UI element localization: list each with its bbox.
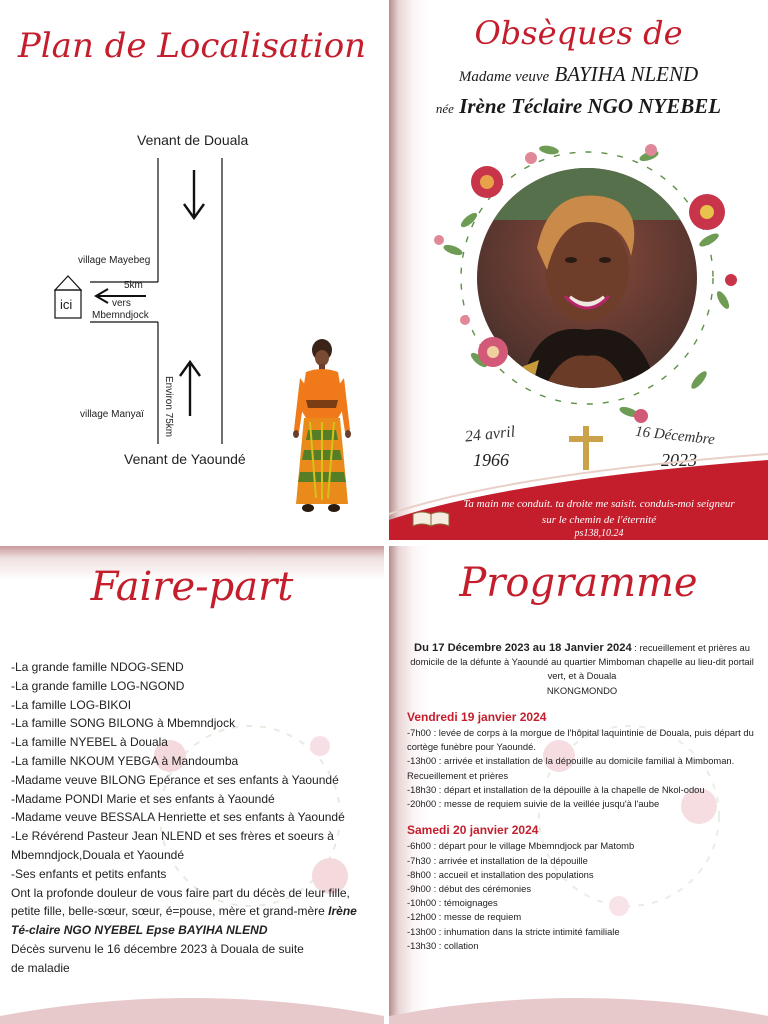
schedule-item: Recueillement et prières xyxy=(407,769,509,781)
obituary-title: Obsèques de xyxy=(474,14,683,52)
announcement-name: Irène Té-claire NGO NYEBEL Epse BAYIHA NLEND xyxy=(11,904,357,938)
birth-year: 1966 xyxy=(473,450,509,470)
intro-dates: Du 17 Décembre 2023 au 18 Janvier 2024 xyxy=(414,642,632,654)
from-yaounde-label: Venant de Yaoundé xyxy=(124,451,246,467)
family-item: -La famille NKOUM YEBGA à Mandoumba xyxy=(11,753,239,768)
schedule-item: -7h00 : levée de corps à la morgue de l'hôpital laquintinie de Douala, puis départ du cortège funèbre pour Yaoundé. xyxy=(407,727,754,753)
schedule-item: -20h00 : messe de requiem suivie de la veillée jusqu'à l'aube xyxy=(407,798,660,810)
intro-last: NKONGMONDO xyxy=(546,684,618,696)
death-notice-line-2: de maladie xyxy=(11,960,70,975)
death-date: 16 Décembre xyxy=(634,423,716,449)
village-manyai-label: village Manyaï xyxy=(80,409,144,420)
road-distance-label: Environ 75km xyxy=(163,376,174,438)
schedule-item: -13h00 : arrivée et installation de la dépouille au domicile familial à Mimboman. xyxy=(407,755,735,767)
schedule-item: -7h30 : arrivée et installation de la dépouille xyxy=(407,854,588,866)
map-title: Plan de Localisation xyxy=(17,26,367,66)
programme-title: Programme xyxy=(459,560,698,606)
programme-intro xyxy=(407,641,757,698)
day-2-title: Samedi 20 janvier 2024 xyxy=(407,823,539,838)
family-list xyxy=(11,658,367,978)
bible-icon xyxy=(411,508,451,530)
married-name: BAYIHA NLEND xyxy=(554,62,699,86)
schedule-item: -9h00 : début des cérémonies xyxy=(407,883,532,895)
announcement-body: Ont la profonde douleur de vous faire part du décès de leur fille, petite fille, belle-sœur, sœur, é=pouse, mère et grand-mère xyxy=(11,885,350,919)
here-label: ici xyxy=(60,297,73,312)
family-item: -La famille LOG-BIKOI xyxy=(11,697,132,712)
family-item: -Ses enfants et petits enfants xyxy=(11,866,167,881)
family-item: Mbemndjock,Douala et Yaoundé xyxy=(11,847,185,862)
verse-reference: ps138,10.24 xyxy=(574,528,624,539)
obituary-cover-panel xyxy=(389,0,768,540)
faire-part-panel xyxy=(0,546,384,1024)
schedule-item: -18h30 : départ et installation de la dépouille à la chapelle de Nkol-odou xyxy=(407,783,705,795)
destination-label: Mbemndjock xyxy=(92,310,149,321)
schedule-item: -13h30 : collation xyxy=(407,939,479,951)
day-1-title: Vendredi 19 janvier 2024 xyxy=(407,709,547,724)
name-line-1 xyxy=(389,62,768,87)
name-line-2 xyxy=(389,94,768,119)
schedule-item: -8h00 : accueil et installation des populations xyxy=(407,868,594,880)
family-item: -Madame PONDI Marie et ses enfants à Yaoundé xyxy=(11,791,275,806)
schedule-item: -12h00 : messe de requiem xyxy=(407,911,522,923)
deceased-standing-photo xyxy=(286,338,356,518)
schedule-item: -13h00 : inhumation dans la stricte intimité familiale xyxy=(407,925,620,937)
faire-part-title: Faire-part xyxy=(90,564,294,610)
schedule-item: -6h00 : départ pour le village Mbemndjock par Matomb xyxy=(407,840,635,852)
family-item: -Le Révérend Pasteur Jean NLEND et ses frères et soeurs à xyxy=(11,829,334,844)
death-notice-line-1: Décès survenu le 16 décembre 2023 à Douala de suite xyxy=(11,941,304,956)
location-map-panel xyxy=(0,0,384,540)
death-year: 2023 xyxy=(661,450,697,470)
bottom-wave xyxy=(0,986,384,1024)
programme-body xyxy=(407,641,757,953)
maiden-name: Irène Téclaire NGO NYEBEL xyxy=(459,94,722,118)
family-item: -La famille SONG BILONG à Mbemndjock xyxy=(11,716,236,731)
bottom-wave xyxy=(389,986,768,1024)
family-item: -La famille NYEBEL à Douala xyxy=(11,735,168,750)
intro-text: : recueillement et prières au domicile de la défunte à Yaoundé au quartier Mimboman chapelle au lieu-dit portail vert, et à Douala xyxy=(410,642,754,682)
distance-label: 5km xyxy=(124,280,143,291)
family-item: -La grande famille NDOG-SEND xyxy=(11,660,184,674)
verse-line-2: sur le chemin de l'éternité xyxy=(541,514,657,526)
birth-date: 24 avril xyxy=(464,423,516,446)
name-prefix-2: née xyxy=(435,101,454,116)
announcement-text xyxy=(11,884,367,940)
from-douala-label: Venant de Douala xyxy=(137,132,249,148)
deceased-portrait xyxy=(409,130,749,430)
family-item: -La grande famille LOG-NGOND xyxy=(11,678,185,693)
village-mayebeg-label: village Mayebeg xyxy=(78,255,151,266)
name-prefix-1: Madame veuve xyxy=(458,69,550,85)
programme-panel xyxy=(389,546,768,1024)
family-item: -Madame veuve BESSALA Henriette et ses enfants à Yaoundé xyxy=(11,810,345,825)
family-item: -Madame veuve BILONG Epérance et ses enfants à Yaoundé xyxy=(11,772,339,787)
verse-line-1: Ta main me conduit. ta droite me saisit. conduis-moi seigneur xyxy=(463,498,735,510)
vers-label: vers xyxy=(112,298,131,309)
schedule-item: -10h00 : témoignages xyxy=(407,897,498,909)
